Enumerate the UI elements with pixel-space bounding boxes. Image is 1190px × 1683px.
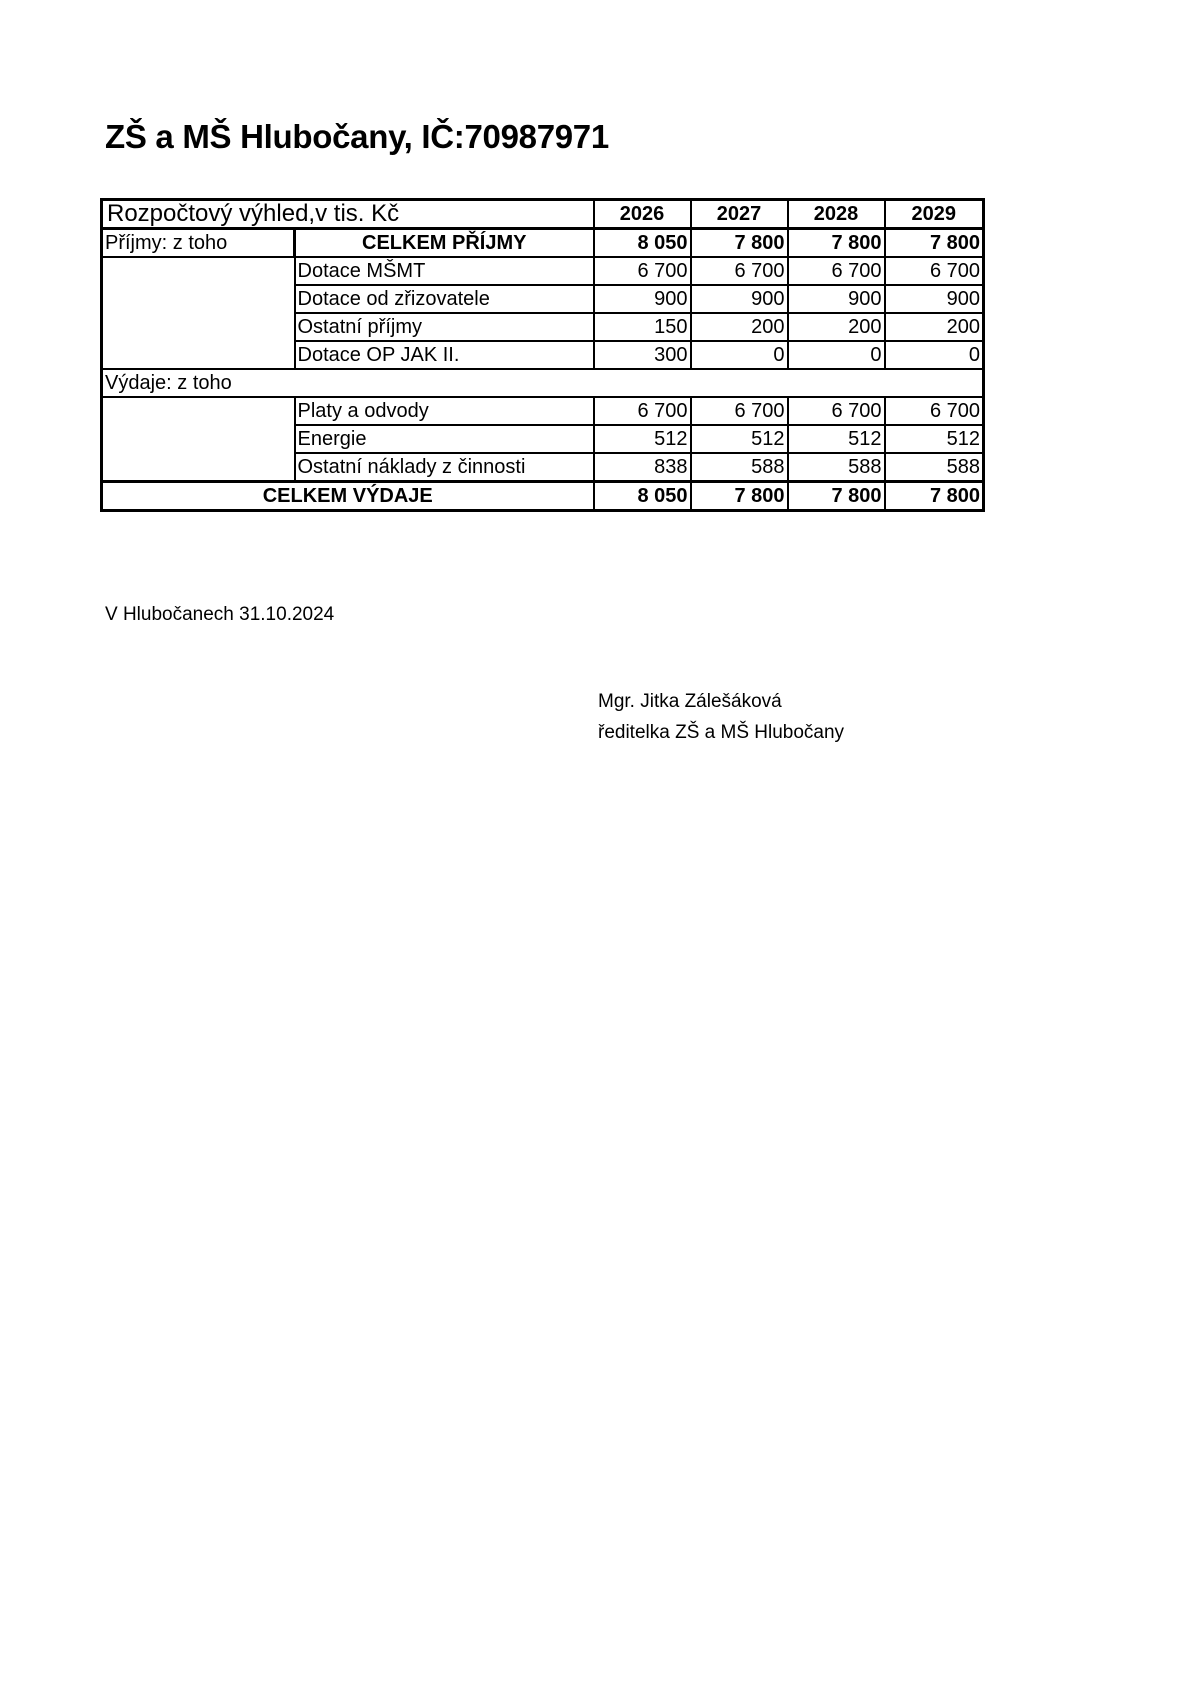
cell-value: 512: [885, 425, 984, 453]
document-title: ZŠ a MŠ Hlubočany, IČ:70987971: [105, 118, 609, 155]
cell-value: 838: [594, 453, 691, 482]
expenses-section-row: [102, 369, 984, 397]
cell-value: 200: [691, 313, 788, 341]
cell-value: 0: [885, 341, 984, 369]
income-total-2026: 8 050: [594, 229, 691, 258]
cell-value: 6 700: [691, 257, 788, 285]
expenses-total-2029: 7 800: [885, 482, 984, 511]
year-header-2029: 2029: [885, 200, 984, 229]
signature-name: Mgr. Jitka Zálešáková: [598, 691, 782, 712]
table-row: [102, 313, 984, 341]
row-label: Dotace MŠMT: [295, 257, 594, 285]
signature-block: [598, 686, 844, 748]
year-header-2028: 2028: [788, 200, 885, 229]
cell-value: 0: [691, 341, 788, 369]
year-header-2027: 2027: [691, 200, 788, 229]
cell-value: 512: [788, 425, 885, 453]
income-section-label: Příjmy: z toho: [102, 229, 295, 258]
income-total-2027: 7 800: [691, 229, 788, 258]
expenses-total-2028: 7 800: [788, 482, 885, 511]
cell-value: 6 700: [885, 257, 984, 285]
row-label: Dotace OP JAK II.: [295, 341, 594, 369]
expenses-section-label: Výdaje: z toho: [102, 369, 984, 397]
cell-value: 150: [594, 313, 691, 341]
table-row: [102, 257, 984, 285]
expenses-total-label: CELKEM VÝDAJE: [102, 482, 594, 511]
cell-value: 900: [594, 285, 691, 313]
table-header-row: [102, 200, 984, 229]
cell-value: 900: [691, 285, 788, 313]
row-label: Dotace od zřizovatele: [295, 285, 594, 313]
income-total-label: CELKEM PŘÍJMY: [295, 229, 594, 258]
cell-value: 512: [594, 425, 691, 453]
income-total-2028: 7 800: [788, 229, 885, 258]
year-header-2026: 2026: [594, 200, 691, 229]
cell-value: 6 700: [691, 397, 788, 425]
cell-value: 6 700: [594, 257, 691, 285]
cell-value: 900: [788, 285, 885, 313]
expenses-total-row: [102, 482, 984, 511]
cell-value: 6 700: [594, 397, 691, 425]
cell-value: 200: [885, 313, 984, 341]
income-total-2029: 7 800: [885, 229, 984, 258]
expenses-total-2026: 8 050: [594, 482, 691, 511]
cell-value: 0: [788, 341, 885, 369]
cell-value: 588: [788, 453, 885, 482]
cell-value: 6 700: [788, 397, 885, 425]
row-label: Energie: [295, 425, 594, 453]
expenses-total-2027: 7 800: [691, 482, 788, 511]
income-total-row: [102, 229, 984, 258]
table-row: [102, 285, 984, 313]
cell-value: 588: [885, 453, 984, 482]
table-row: [102, 341, 984, 369]
row-label: Ostatní náklady z činnosti: [295, 453, 594, 482]
row-label: Platy a odvody: [295, 397, 594, 425]
table-row: [102, 397, 984, 425]
table-header-label: Rozpočtový výhled,v tis. Kč: [102, 200, 594, 229]
cell-value: 512: [691, 425, 788, 453]
place-and-date: V Hlubočanech 31.10.2024: [105, 604, 335, 625]
cell-value: 6 700: [885, 397, 984, 425]
cell-value: 200: [788, 313, 885, 341]
cell-value: 900: [885, 285, 984, 313]
budget-table: [100, 198, 985, 512]
cell-value: 300: [594, 341, 691, 369]
signature-role: ředitelka ZŠ a MŠ Hlubočany: [598, 722, 845, 743]
cell-value: 6 700: [788, 257, 885, 285]
cell-value: 588: [691, 453, 788, 482]
table-row: [102, 425, 984, 453]
row-label: Ostatní příjmy: [295, 313, 594, 341]
table-row: [102, 453, 984, 482]
